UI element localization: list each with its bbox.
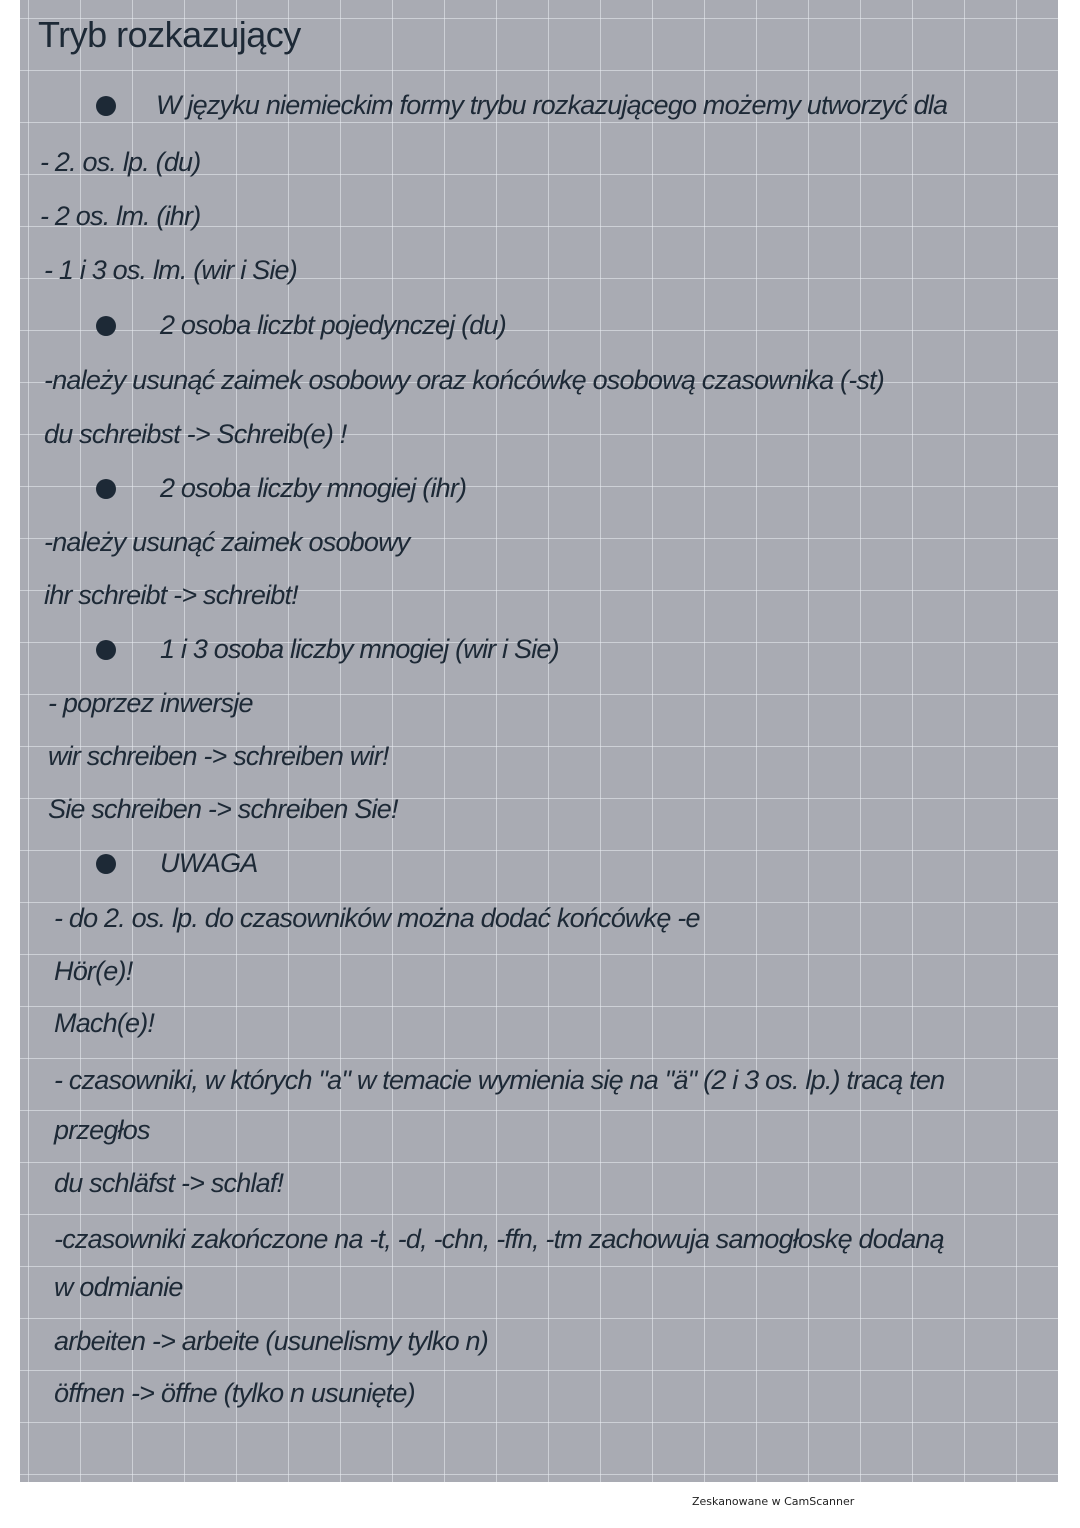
note-line: Mach(e)! <box>54 1008 155 1038</box>
note-line: -należy usunąć zaimek osobowy <box>44 527 410 557</box>
note-line: - 2. os. lp. (du) <box>40 147 201 177</box>
bullet-heading: 1 i 3 osoba liczby mnogiej (wir i Sie) <box>160 634 559 664</box>
note-line: wir schreiben -> schreiben wir! <box>48 741 389 771</box>
note-line: Sie schreiben -> schreiben Sie! <box>48 794 398 824</box>
bullet-heading: 2 osoba liczby mnogiej (ihr) <box>160 473 467 503</box>
note-line: przegłos <box>54 1115 150 1145</box>
bullet-heading: UWAGA <box>160 848 258 878</box>
scanner-footer: Zeskanowane w CamScanner <box>692 1495 855 1508</box>
bullet-icon <box>96 854 116 874</box>
note-line: arbeiten -> arbeite (usunelismy tylko n) <box>54 1326 488 1356</box>
bullet-icon <box>96 479 116 499</box>
note-line: - poprzez inwersje <box>48 688 253 718</box>
note-line: öffnen -> öffne (tylko n usunięte) <box>54 1378 415 1408</box>
note-line: w odmianie <box>54 1272 183 1302</box>
bullet-icon <box>96 96 116 116</box>
note-line: - 2 os. lm. (ihr) <box>40 201 201 231</box>
note-line: - czasowniki, w których "a" w temacie wymienia się na "ä" (2 i 3 os. lp.) tracą ten <box>54 1065 945 1095</box>
bullet-heading: 2 osoba liczbt pojedynczej (du) <box>160 310 506 340</box>
note-line: ihr schreibt -> schreibt! <box>44 580 298 610</box>
note-line: du schreibst -> Schreib(e) ! <box>44 419 347 449</box>
note-line: - do 2. os. lp. do czasowników można dodać końcówkę -e <box>54 903 700 933</box>
bullet-icon <box>96 640 116 660</box>
note-line: du schläfst -> schlaf! <box>54 1168 284 1198</box>
note-line: -czasowniki zakończone na -t, -d, -chn, -ffn, -tm zachowuja samogłoskę dodaną <box>54 1224 944 1254</box>
bullet-heading: W języku niemieckim formy trybu rozkazującego możemy utworzyć dla <box>156 90 948 120</box>
note-line: Hör(e)! <box>54 956 133 986</box>
note-line: - 1 i 3 os. lm. (wir i Sie) <box>44 255 297 285</box>
note-line: -należy usunąć zaimek osobowy oraz końcówkę osobową czasownika (-st) <box>44 365 885 395</box>
bullet-icon <box>96 316 116 336</box>
page-title: Tryb rozkazujący <box>38 14 301 55</box>
